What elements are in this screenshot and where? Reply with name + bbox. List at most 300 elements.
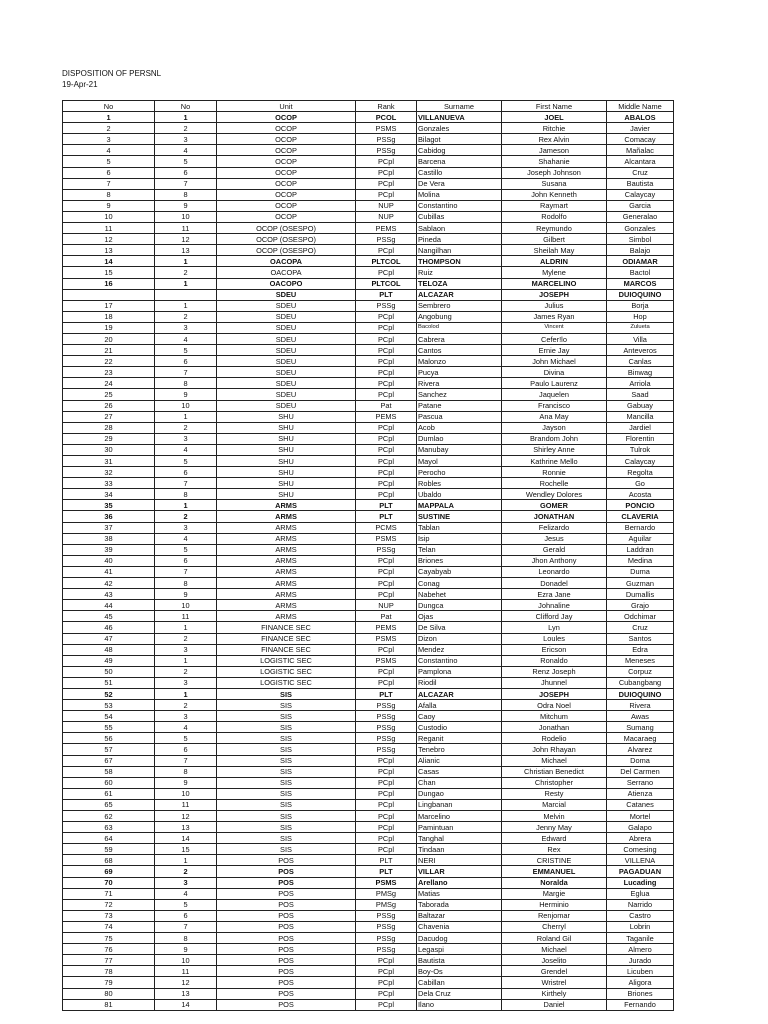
- table-row: [63, 378, 674, 389]
- surname-cell: Cayabyab: [417, 566, 502, 577]
- first-name-cell: Mylene: [502, 267, 607, 278]
- rank-cell: PCpl: [356, 267, 417, 278]
- unit-no-cell: 14: [155, 833, 217, 844]
- unit-no-cell: 1: [155, 500, 217, 511]
- table-row: [63, 655, 674, 666]
- rank-cell: PCpl: [356, 833, 417, 844]
- surname-cell: Cabillan: [417, 977, 502, 988]
- middle-name-cell: Anteveros: [607, 345, 674, 356]
- table-row: [63, 489, 674, 500]
- first-name-cell: Jayson: [502, 422, 607, 433]
- table-row: [63, 178, 674, 189]
- unit-cell: OCOP: [217, 112, 356, 123]
- unit-no-cell: 5: [155, 345, 217, 356]
- first-name-cell: John Michael: [502, 356, 607, 367]
- no-cell: 2: [63, 123, 155, 134]
- surname-cell: Pucya: [417, 367, 502, 378]
- table-row: [63, 589, 674, 600]
- no-cell: 10: [63, 211, 155, 222]
- middle-name-cell: Simbol: [607, 234, 674, 245]
- unit-no-cell: 1: [155, 256, 217, 267]
- unit-cell: ARMS: [217, 600, 356, 611]
- rank-cell: PEMS: [356, 223, 417, 234]
- rank-cell: PCpl: [356, 345, 417, 356]
- rank-cell: PCpl: [356, 178, 417, 189]
- unit-cell: SIS: [217, 811, 356, 822]
- rank-cell: PCpl: [356, 378, 417, 389]
- rank-cell: PLT: [356, 855, 417, 866]
- middle-name-cell: Bautista: [607, 178, 674, 189]
- table-row: [63, 522, 674, 533]
- surname-cell: Sanchez: [417, 389, 502, 400]
- unit-no-cell: 11: [155, 223, 217, 234]
- rank-cell: PCpl: [356, 367, 417, 378]
- middle-name-cell: Jardiel: [607, 422, 674, 433]
- unit-cell: OCOP: [217, 211, 356, 222]
- rank-cell: PCpl: [356, 311, 417, 322]
- first-name-cell: Jhon Anthony: [502, 555, 607, 566]
- middle-name-cell: Borja: [607, 300, 674, 311]
- surname-cell: Tanghal: [417, 833, 502, 844]
- middle-name-cell: Serrano: [607, 777, 674, 788]
- surname-cell: Casas: [417, 766, 502, 777]
- unit-cell: SHU: [217, 456, 356, 467]
- surname-cell: Pamintuan: [417, 822, 502, 833]
- middle-name-cell: Briones: [607, 988, 674, 999]
- unit-no-cell: 1: [155, 622, 217, 633]
- no-cell: 6: [63, 167, 155, 178]
- table-row: [63, 633, 674, 644]
- first-name-cell: Paulo Laurenz: [502, 378, 607, 389]
- table-row: [63, 167, 674, 178]
- surname-cell: NERI: [417, 855, 502, 866]
- unit-cell: OCOP: [217, 123, 356, 134]
- unit-cell: SHU: [217, 411, 356, 422]
- surname-cell: Alianic: [417, 755, 502, 766]
- middle-name-cell: ODIAMAR: [607, 256, 674, 267]
- rank-cell: PSSg: [356, 921, 417, 932]
- surname-cell: Dumlao: [417, 433, 502, 444]
- no-cell: 27: [63, 411, 155, 422]
- unit-no-cell: 7: [155, 566, 217, 577]
- table-row: [63, 700, 674, 711]
- middle-name-cell: Comacay: [607, 134, 674, 145]
- no-cell: 42: [63, 578, 155, 589]
- middle-name-cell: Mortel: [607, 811, 674, 822]
- unit-no-cell: 6: [155, 744, 217, 755]
- unit-cell: SHU: [217, 444, 356, 455]
- unit-no-cell: 12: [155, 977, 217, 988]
- unit-cell: SHU: [217, 433, 356, 444]
- unit-no-cell: 5: [155, 899, 217, 910]
- middle-name-cell: Medina: [607, 555, 674, 566]
- first-name-cell: Noralda: [502, 877, 607, 888]
- middle-name-cell: Calaycay: [607, 456, 674, 467]
- unit-no-cell: 3: [155, 877, 217, 888]
- middle-name-cell: Rivera: [607, 700, 674, 711]
- surname-cell: Ruiz: [417, 267, 502, 278]
- middle-name-cell: Canlas: [607, 356, 674, 367]
- no-cell: 35: [63, 500, 155, 511]
- table-row: [63, 112, 674, 123]
- no-cell: 55: [63, 722, 155, 733]
- table-row: [63, 345, 674, 356]
- surname-cell: Marcelino: [417, 811, 502, 822]
- table-row: [63, 822, 674, 833]
- no-cell: 52: [63, 688, 155, 699]
- surname-cell: Pamplona: [417, 666, 502, 677]
- table-row: [63, 578, 674, 589]
- table-row: [63, 733, 674, 744]
- surname-cell: Dizon: [417, 633, 502, 644]
- rank-cell: PLTCOL: [356, 256, 417, 267]
- unit-cell: POS: [217, 988, 356, 999]
- first-name-cell: Johnaline: [502, 600, 607, 611]
- rank-cell: PCpl: [356, 811, 417, 822]
- unit-cell: LOGISTIC SEC: [217, 677, 356, 688]
- unit-no-cell: 7: [155, 755, 217, 766]
- unit-cell: SIS: [217, 788, 356, 799]
- no-cell: 28: [63, 422, 155, 433]
- first-name-cell: Clifford Jay: [502, 611, 607, 622]
- middle-name-cell: Garcia: [607, 200, 674, 211]
- no-cell: 54: [63, 711, 155, 722]
- table-row: [63, 211, 674, 222]
- unit-no-cell: 2: [155, 866, 217, 877]
- first-name-cell: Jonathan: [502, 722, 607, 733]
- rank-cell: PSMS: [356, 655, 417, 666]
- unit-cell: ARMS: [217, 522, 356, 533]
- middle-name-cell: Arriola: [607, 378, 674, 389]
- surname-cell: MAPPALA: [417, 500, 502, 511]
- table-row: [63, 933, 674, 944]
- first-name-cell: Renz Joseph: [502, 666, 607, 677]
- table-header-row: [63, 101, 674, 112]
- surname-cell: Angobung: [417, 311, 502, 322]
- no-cell: 79: [63, 977, 155, 988]
- unit-no-cell: 8: [155, 766, 217, 777]
- no-cell: 30: [63, 444, 155, 455]
- first-name-cell: Roland Gil: [502, 933, 607, 944]
- unit-cell: OCOP (OSESPO): [217, 245, 356, 256]
- no-cell: 39: [63, 544, 155, 555]
- unit-cell: SDEU: [217, 356, 356, 367]
- first-name-cell: Joseph Johnson: [502, 167, 607, 178]
- table-row: [63, 711, 674, 722]
- no-cell: 50: [63, 666, 155, 677]
- surname-cell: Ojas: [417, 611, 502, 622]
- table-row: [63, 666, 674, 677]
- table-row: [63, 467, 674, 478]
- unit-cell: OCOP (OSESPO): [217, 234, 356, 245]
- first-name-cell: Herminio: [502, 899, 607, 910]
- surname-cell: Gonzales: [417, 123, 502, 134]
- surname-cell: Molina: [417, 189, 502, 200]
- middle-name-cell: Javier: [607, 123, 674, 134]
- no-cell: 22: [63, 356, 155, 367]
- unit-cell: OCOP: [217, 200, 356, 211]
- middle-name-cell: Alvarez: [607, 744, 674, 755]
- surname-cell: ALCAZAR: [417, 289, 502, 300]
- table-row: [63, 944, 674, 955]
- surname-cell: Mayol: [417, 456, 502, 467]
- no-cell: 16: [63, 278, 155, 289]
- middle-name-cell: Regolta: [607, 467, 674, 478]
- unit-cell: POS: [217, 999, 356, 1010]
- no-cell: 33: [63, 478, 155, 489]
- first-name-cell: JOSEPH: [502, 289, 607, 300]
- surname-cell: Barcena: [417, 156, 502, 167]
- no-cell: 67: [63, 755, 155, 766]
- middle-name-cell: DUIOQUINO: [607, 289, 674, 300]
- table-row: [63, 223, 674, 234]
- rank-cell: PCpl: [356, 788, 417, 799]
- middle-name-cell: Alcantara: [607, 156, 674, 167]
- surname-cell: Reganit: [417, 733, 502, 744]
- table-row: [63, 866, 674, 877]
- document-title: DISPOSITION OF PERSNL: [62, 69, 162, 78]
- unit-no-cell: 4: [155, 333, 217, 344]
- rank-cell: PCpl: [356, 777, 417, 788]
- surname-cell: Malonzo: [417, 356, 502, 367]
- unit-cell: SIS: [217, 733, 356, 744]
- first-name-cell: CRISTINE: [502, 855, 607, 866]
- middle-name-cell: Jurado: [607, 955, 674, 966]
- unit-cell: SIS: [217, 844, 356, 855]
- unit-cell: SDEU: [217, 378, 356, 389]
- first-name-cell: Jhunnel: [502, 677, 607, 688]
- unit-no-cell: 2: [155, 511, 217, 522]
- first-name-cell: Susana: [502, 178, 607, 189]
- unit-cell: SHU: [217, 422, 356, 433]
- no-cell: 7: [63, 178, 155, 189]
- rank-cell: PCpl: [356, 467, 417, 478]
- unit-cell: SIS: [217, 766, 356, 777]
- table-row: [63, 311, 674, 322]
- unit-cell: POS: [217, 910, 356, 921]
- first-name-cell: Shirley Anne: [502, 444, 607, 455]
- first-name-cell: Rochelle: [502, 478, 607, 489]
- surname-cell: Telan: [417, 544, 502, 555]
- unit-no-cell: 10: [155, 211, 217, 222]
- middle-name-cell: Gonzales: [607, 223, 674, 234]
- table-row: [63, 799, 674, 810]
- rank-cell: PCpl: [356, 566, 417, 577]
- unit-cell: OACOPA: [217, 256, 356, 267]
- no-cell: 51: [63, 677, 155, 688]
- middle-name-cell: Cubangbang: [607, 677, 674, 688]
- no-cell: 74: [63, 921, 155, 932]
- no-cell: 49: [63, 655, 155, 666]
- unit-no-cell: 4: [155, 888, 217, 899]
- unit-no-cell: 3: [155, 711, 217, 722]
- table-row: [63, 921, 674, 932]
- unit-cell: OCOP: [217, 134, 356, 145]
- rank-cell: PCpl: [356, 589, 417, 600]
- first-name-cell: Divina: [502, 367, 607, 378]
- first-name-cell: Joselito: [502, 955, 607, 966]
- middle-name-cell: Bernardo: [607, 522, 674, 533]
- no-cell: 14: [63, 256, 155, 267]
- middle-name-cell: DUIOQUINO: [607, 688, 674, 699]
- no-cell: 13: [63, 245, 155, 256]
- unit-no-cell: 2: [155, 267, 217, 278]
- rank-cell: PCpl: [356, 156, 417, 167]
- table-row: [63, 433, 674, 444]
- no-cell: [63, 289, 155, 300]
- no-cell: 64: [63, 833, 155, 844]
- unit-cell: ARMS: [217, 566, 356, 577]
- unit-no-cell: 1: [155, 278, 217, 289]
- table-row: [63, 444, 674, 455]
- rank-cell: PSSg: [356, 744, 417, 755]
- rank-cell: PCpl: [356, 456, 417, 467]
- table-row: [63, 533, 674, 544]
- table-row: [63, 877, 674, 888]
- unit-cell: SIS: [217, 822, 356, 833]
- middle-name-cell: Lucading: [607, 877, 674, 888]
- no-cell: 71: [63, 888, 155, 899]
- unit-no-cell: 1: [155, 411, 217, 422]
- surname-cell: ALCAZAR: [417, 688, 502, 699]
- rank-cell: PEMS: [356, 622, 417, 633]
- surname-cell: De Silva: [417, 622, 502, 633]
- unit-no-cell: 7: [155, 921, 217, 932]
- rank-cell: PLT: [356, 866, 417, 877]
- table-row: [63, 256, 674, 267]
- no-cell: 59: [63, 844, 155, 855]
- unit-cell: FINANCE SEC: [217, 644, 356, 655]
- unit-no-cell: 11: [155, 611, 217, 622]
- first-name-cell: Wristrel: [502, 977, 607, 988]
- first-name-cell: Jesus: [502, 533, 607, 544]
- first-name-cell: Edward: [502, 833, 607, 844]
- unit-no-cell: 6: [155, 910, 217, 921]
- unit-cell: SHU: [217, 478, 356, 489]
- unit-no-cell: 4: [155, 722, 217, 733]
- middle-name-cell: Gabuay: [607, 400, 674, 411]
- rank-cell: PCpl: [356, 799, 417, 810]
- no-cell: 61: [63, 788, 155, 799]
- rank-cell: PCpl: [356, 356, 417, 367]
- unit-cell: POS: [217, 888, 356, 899]
- unit-cell: SHU: [217, 489, 356, 500]
- unit-no-cell: 7: [155, 367, 217, 378]
- surname-cell: Ubaldo: [417, 489, 502, 500]
- surname-cell: Constantino: [417, 200, 502, 211]
- middle-name-cell: Saad: [607, 389, 674, 400]
- unit-no-cell: 3: [155, 522, 217, 533]
- unit-no-cell: 9: [155, 389, 217, 400]
- middle-name-cell: Go: [607, 478, 674, 489]
- no-cell: 15: [63, 267, 155, 278]
- first-name-cell: JONATHAN: [502, 511, 607, 522]
- first-name-cell: Kirthely: [502, 988, 607, 999]
- middle-name-cell: Balajo: [607, 245, 674, 256]
- unit-cell: ARMS: [217, 611, 356, 622]
- table-row: [63, 544, 674, 555]
- surname-cell: De Vera: [417, 178, 502, 189]
- table-row: [63, 511, 674, 522]
- unit-cell: SIS: [217, 755, 356, 766]
- table-row: [63, 688, 674, 699]
- unit-no-cell: 11: [155, 966, 217, 977]
- table-row: [63, 555, 674, 566]
- middle-name-cell: Zulueta: [607, 322, 674, 333]
- rank-cell: PCpl: [356, 389, 417, 400]
- unit-no-cell: 4: [155, 145, 217, 156]
- first-name-cell: Christopher: [502, 777, 607, 788]
- surname-cell: Constantino: [417, 655, 502, 666]
- unit-cell: ARMS: [217, 500, 356, 511]
- unit-cell: POS: [217, 899, 356, 910]
- unit-cell: FINANCE SEC: [217, 622, 356, 633]
- no-cell: 17: [63, 300, 155, 311]
- middle-name-cell: Mañalac: [607, 145, 674, 156]
- first-name-cell: Brandom John: [502, 433, 607, 444]
- table-row: [63, 400, 674, 411]
- rank-cell: NUP: [356, 200, 417, 211]
- no-cell: 53: [63, 700, 155, 711]
- first-name-cell: Jameson: [502, 145, 607, 156]
- table-row: [63, 955, 674, 966]
- rank-cell: PCpl: [356, 644, 417, 655]
- middle-name-cell: Comesing: [607, 844, 674, 855]
- unit-no-cell: 9: [155, 777, 217, 788]
- no-cell: 4: [63, 145, 155, 156]
- surname-cell: Riodil: [417, 677, 502, 688]
- unit-no-cell: 2: [155, 123, 217, 134]
- table-row: [63, 988, 674, 999]
- table-row: [63, 611, 674, 622]
- first-name-cell: Leonardo: [502, 566, 607, 577]
- unit-no-cell: 8: [155, 578, 217, 589]
- middle-name-cell: Aligora: [607, 977, 674, 988]
- no-cell: 62: [63, 811, 155, 822]
- surname-cell: Dela Cruz: [417, 988, 502, 999]
- table-row: [63, 744, 674, 755]
- unit-no-cell: 8: [155, 489, 217, 500]
- middle-name-cell: Macaraeg: [607, 733, 674, 744]
- no-cell: 3: [63, 134, 155, 145]
- middle-name-cell: Cruz: [607, 167, 674, 178]
- rank-cell: PSSg: [356, 145, 417, 156]
- no-cell: 57: [63, 744, 155, 755]
- no-cell: 38: [63, 533, 155, 544]
- unit-no-cell: 3: [155, 644, 217, 655]
- unit-no-cell: 1: [155, 655, 217, 666]
- surname-cell: Sembrero: [417, 300, 502, 311]
- unit-no-cell: 2: [155, 666, 217, 677]
- middle-name-cell: Taganile: [607, 933, 674, 944]
- no-cell: 25: [63, 389, 155, 400]
- first-name-cell: Cefer!lo: [502, 333, 607, 344]
- first-name-cell: Gerald: [502, 544, 607, 555]
- unit-cell: SIS: [217, 833, 356, 844]
- first-name-cell: Jaquelen: [502, 389, 607, 400]
- surname-cell: Caoy: [417, 711, 502, 722]
- col-header-first-name: First Name: [502, 101, 607, 112]
- unit-cell: SDEU: [217, 345, 356, 356]
- surname-cell: Matias: [417, 888, 502, 899]
- middle-name-cell: Dumallis: [607, 589, 674, 600]
- rank-cell: PCpl: [356, 478, 417, 489]
- unit-cell: ARMS: [217, 589, 356, 600]
- table-row: [63, 722, 674, 733]
- table-row: [63, 766, 674, 777]
- unit-cell: OCOP (OSESPO): [217, 223, 356, 234]
- first-name-cell: Marcial: [502, 799, 607, 810]
